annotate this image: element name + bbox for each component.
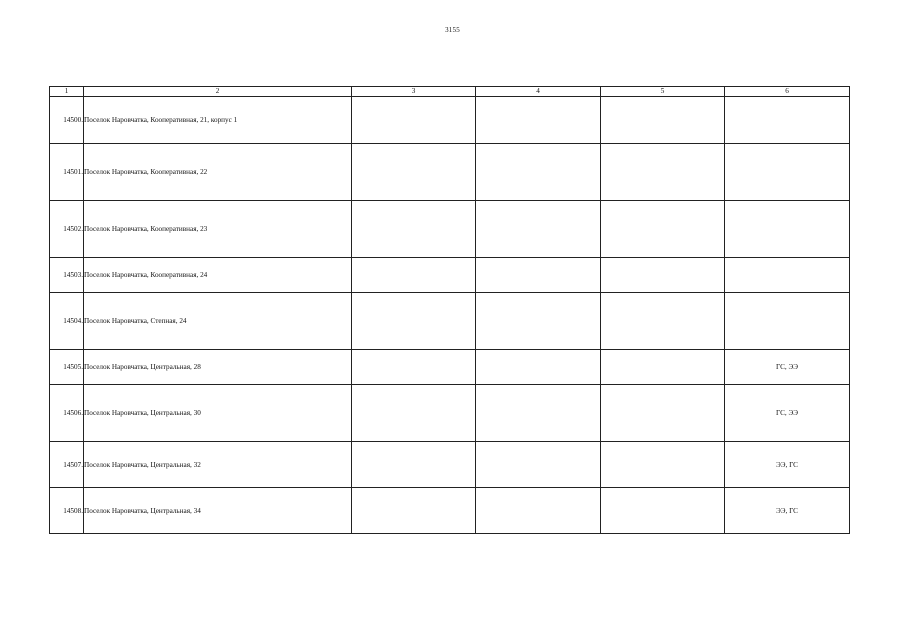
row-number: 14500. [50, 97, 84, 144]
table-row [50, 201, 850, 258]
column-header-6: 6 [725, 87, 850, 97]
column-header-3: 3 [352, 87, 476, 97]
table-row [50, 293, 850, 350]
row-cell-3 [352, 442, 476, 488]
row-cell-6 [725, 258, 850, 293]
row-cell-3 [352, 385, 476, 442]
row-number: 14506. [50, 385, 84, 442]
row-address: Поселок Наровчатка, Центральная, 30 [84, 385, 352, 442]
column-header-2: 2 [84, 87, 352, 97]
row-cell-3 [352, 293, 476, 350]
row-cell-4 [476, 144, 601, 201]
row-cell-3 [352, 488, 476, 534]
table-row [50, 258, 850, 293]
row-cell-3 [352, 350, 476, 385]
row-address: Поселок Наровчатка, Центральная, 32 [84, 442, 352, 488]
row-number: 14503. [50, 258, 84, 293]
row-number: 14505. [50, 350, 84, 385]
row-cell-5 [601, 201, 725, 258]
row-cell-5 [601, 97, 725, 144]
table-header-row [50, 87, 850, 97]
row-cell-6 [725, 144, 850, 201]
row-cell-5 [601, 442, 725, 488]
row-cell-4 [476, 97, 601, 144]
row-number: 14501. [50, 144, 84, 201]
row-number: 14508. [50, 488, 84, 534]
row-cell-4 [476, 385, 601, 442]
row-address: Поселок Наровчатка, Центральная, 28 [84, 350, 352, 385]
column-header-4: 4 [476, 87, 601, 97]
column-header-1: 1 [50, 87, 84, 97]
table-row [50, 350, 850, 385]
row-address: Поселок Наровчатка, Кооперативная, 21, корпус 1 [84, 97, 352, 144]
row-cell-5 [601, 350, 725, 385]
row-number: 14507. [50, 442, 84, 488]
row-cell-6 [725, 97, 850, 144]
table-row [50, 97, 850, 144]
row-number: 14504. [50, 293, 84, 350]
row-cell-5 [601, 385, 725, 442]
table-row [50, 385, 850, 442]
row-cell-4 [476, 350, 601, 385]
page-number: 3155 [445, 26, 460, 34]
row-cell-3 [352, 97, 476, 144]
row-cell-6: ЭЭ, ГС [725, 442, 850, 488]
row-address: Поселок Наровчатка, Кооперативная, 24 [84, 258, 352, 293]
row-cell-6: ГС, ЭЭ [725, 385, 850, 442]
row-cell-4 [476, 293, 601, 350]
table-row [50, 488, 850, 534]
column-header-5: 5 [601, 87, 725, 97]
row-address: Поселок Наровчатка, Кооперативная, 22 [84, 144, 352, 201]
row-cell-5 [601, 258, 725, 293]
table-row [50, 144, 850, 201]
row-cell-4 [476, 258, 601, 293]
row-cell-5 [601, 488, 725, 534]
row-address: Поселок Наровчатка, Степная, 24 [84, 293, 352, 350]
row-cell-5 [601, 293, 725, 350]
row-cell-3 [352, 258, 476, 293]
row-cell-4 [476, 442, 601, 488]
row-address: Поселок Наровчатка, Кооперативная, 23 [84, 201, 352, 258]
row-cell-4 [476, 201, 601, 258]
row-number: 14502. [50, 201, 84, 258]
row-cell-4 [476, 488, 601, 534]
table-row [50, 442, 850, 488]
row-cell-6 [725, 293, 850, 350]
row-cell-6 [725, 201, 850, 258]
row-cell-6: ГС, ЭЭ [725, 350, 850, 385]
row-cell-5 [601, 144, 725, 201]
document-table [49, 86, 850, 534]
row-cell-6: ЭЭ, ГС [725, 488, 850, 534]
row-cell-3 [352, 201, 476, 258]
row-address: Поселок Наровчатка, Центральная, 34 [84, 488, 352, 534]
row-cell-3 [352, 144, 476, 201]
